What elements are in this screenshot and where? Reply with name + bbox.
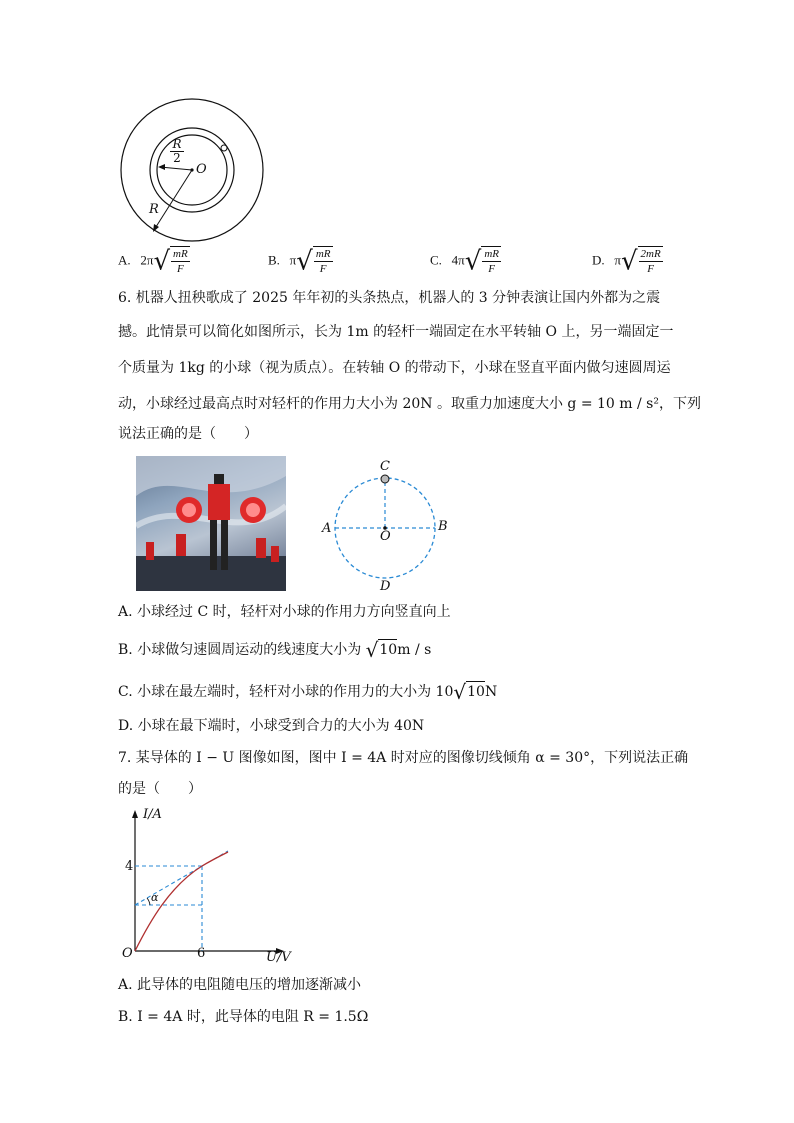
q6-option-a: A. 小球经过 C 时，轻杆对小球的作用力方向竖直向上	[118, 604, 451, 620]
sqrt-sign: √	[296, 246, 313, 277]
radicand	[313, 246, 333, 276]
ball-at-top	[381, 475, 389, 483]
sqrt-sign: √	[453, 680, 467, 704]
vertical-circle-diagram	[318, 458, 458, 593]
sqrt-sign: √	[464, 246, 482, 277]
label-O: O	[196, 162, 207, 177]
unit: N	[484, 684, 498, 700]
robot-dance-photo	[136, 456, 286, 591]
frac-den: F	[177, 263, 184, 275]
q6-line-1: 6. 机器人扭秧歌成了 2025 年年初的头条热点，机器人的 3 分钟表演让国内外都为之震	[118, 290, 661, 306]
option-coef: 4π	[451, 252, 465, 268]
label-R-over-2	[170, 138, 184, 165]
label-R2-numerator: R	[170, 138, 184, 152]
graph-ytick-4: 4	[125, 859, 134, 874]
option-letter: A.	[118, 252, 131, 268]
radius-arrow	[154, 170, 192, 230]
fig-label-B: B	[438, 519, 448, 534]
option-coef: π	[614, 252, 621, 268]
q5-option-a	[118, 246, 190, 276]
fig-label-C: C	[380, 459, 390, 474]
q6-line-5: 说法正确的是（ ）	[118, 426, 258, 442]
q6-line-2: 撼。此情景可以简化如图所示，长为 1m 的轻杆一端固定在水平转轴 O 上，另一端固定一	[118, 324, 674, 340]
frac-num: mR	[173, 248, 188, 260]
half-radius-arrowhead	[158, 164, 165, 170]
option-coef: 2π	[140, 252, 154, 268]
radicand	[170, 246, 190, 276]
option-letter: C.	[430, 252, 442, 268]
unit: m / s	[397, 642, 432, 658]
y-axis-arrow	[132, 810, 138, 818]
frac-den: F	[319, 263, 327, 275]
radicand	[638, 246, 663, 276]
photo-illustration	[136, 456, 286, 591]
q7-line-2: 的是（ ）	[118, 781, 202, 797]
small-ball	[221, 145, 227, 151]
frac-num: mR	[484, 248, 499, 260]
angle-arc	[147, 898, 150, 905]
sqrt-sign: √	[365, 638, 379, 662]
option-text: B. 小球做匀速圆周运动的线速度大小为	[118, 642, 366, 658]
fig-label-O: O	[380, 529, 391, 544]
frac-num: mR	[315, 248, 331, 260]
radicand	[481, 246, 501, 276]
option-letter: D.	[592, 252, 605, 268]
option-text: C. 小球在最左端时，轻杆对小球的作用力的大小为 10	[118, 684, 454, 700]
frac-den: F	[647, 263, 654, 275]
radicand: 10	[378, 639, 397, 660]
q6-option-c	[118, 679, 497, 705]
q6-option-b	[118, 637, 431, 663]
label-R: R	[149, 202, 159, 217]
q7-line-1: 7. 某导体的 I − U 图像如图，图中 I = 4A 时对应的图像切线倾角 α = 30°，下列说法正确	[118, 750, 689, 766]
label-R2-denominator: 2	[173, 151, 181, 165]
i-u-graph	[120, 806, 300, 966]
option-letter: B.	[268, 252, 280, 268]
q7-option-b: B. I = 4A 时，此导体的电阻 R = 1.5Ω	[118, 1009, 369, 1025]
q5-option-d	[592, 246, 663, 276]
graph-angle-alpha: α	[151, 891, 159, 904]
q6-option-d: D. 小球在最下端时，小球受到合力的大小为 40N	[118, 718, 425, 734]
q6-line-3: 个质量为 1kg 的小球（视为质点）。在转轴 O 的带动下，小球在竖直平面内做匀速圆周运	[118, 360, 671, 376]
fig-label-A: A	[322, 521, 332, 536]
concentric-circles-diagram	[118, 96, 268, 246]
fig-label-D: D	[380, 579, 391, 594]
q6-line-4: 动，小球经过最高点时对轻杆的作用力大小为 20N 。取重力加速度大小 g = 10 m / s²，下列	[118, 396, 701, 412]
graph-xtick-6: 6	[197, 946, 206, 961]
option-coef: π	[289, 252, 297, 268]
sqrt-sign: √	[620, 246, 638, 277]
sqrt-sign: √	[153, 246, 171, 277]
graph-origin: O	[122, 946, 133, 961]
q7-option-a: A. 此导体的电阻随电压的增加逐渐减小	[118, 977, 362, 993]
q5-option-c	[430, 246, 501, 276]
frac-num: 2mR	[640, 248, 661, 260]
graph-xlabel: U/V	[266, 950, 291, 965]
graph-ylabel: I/A	[143, 807, 162, 822]
frac-den: F	[488, 263, 496, 275]
q5-option-b	[268, 246, 333, 276]
radicand: 10	[466, 681, 485, 702]
